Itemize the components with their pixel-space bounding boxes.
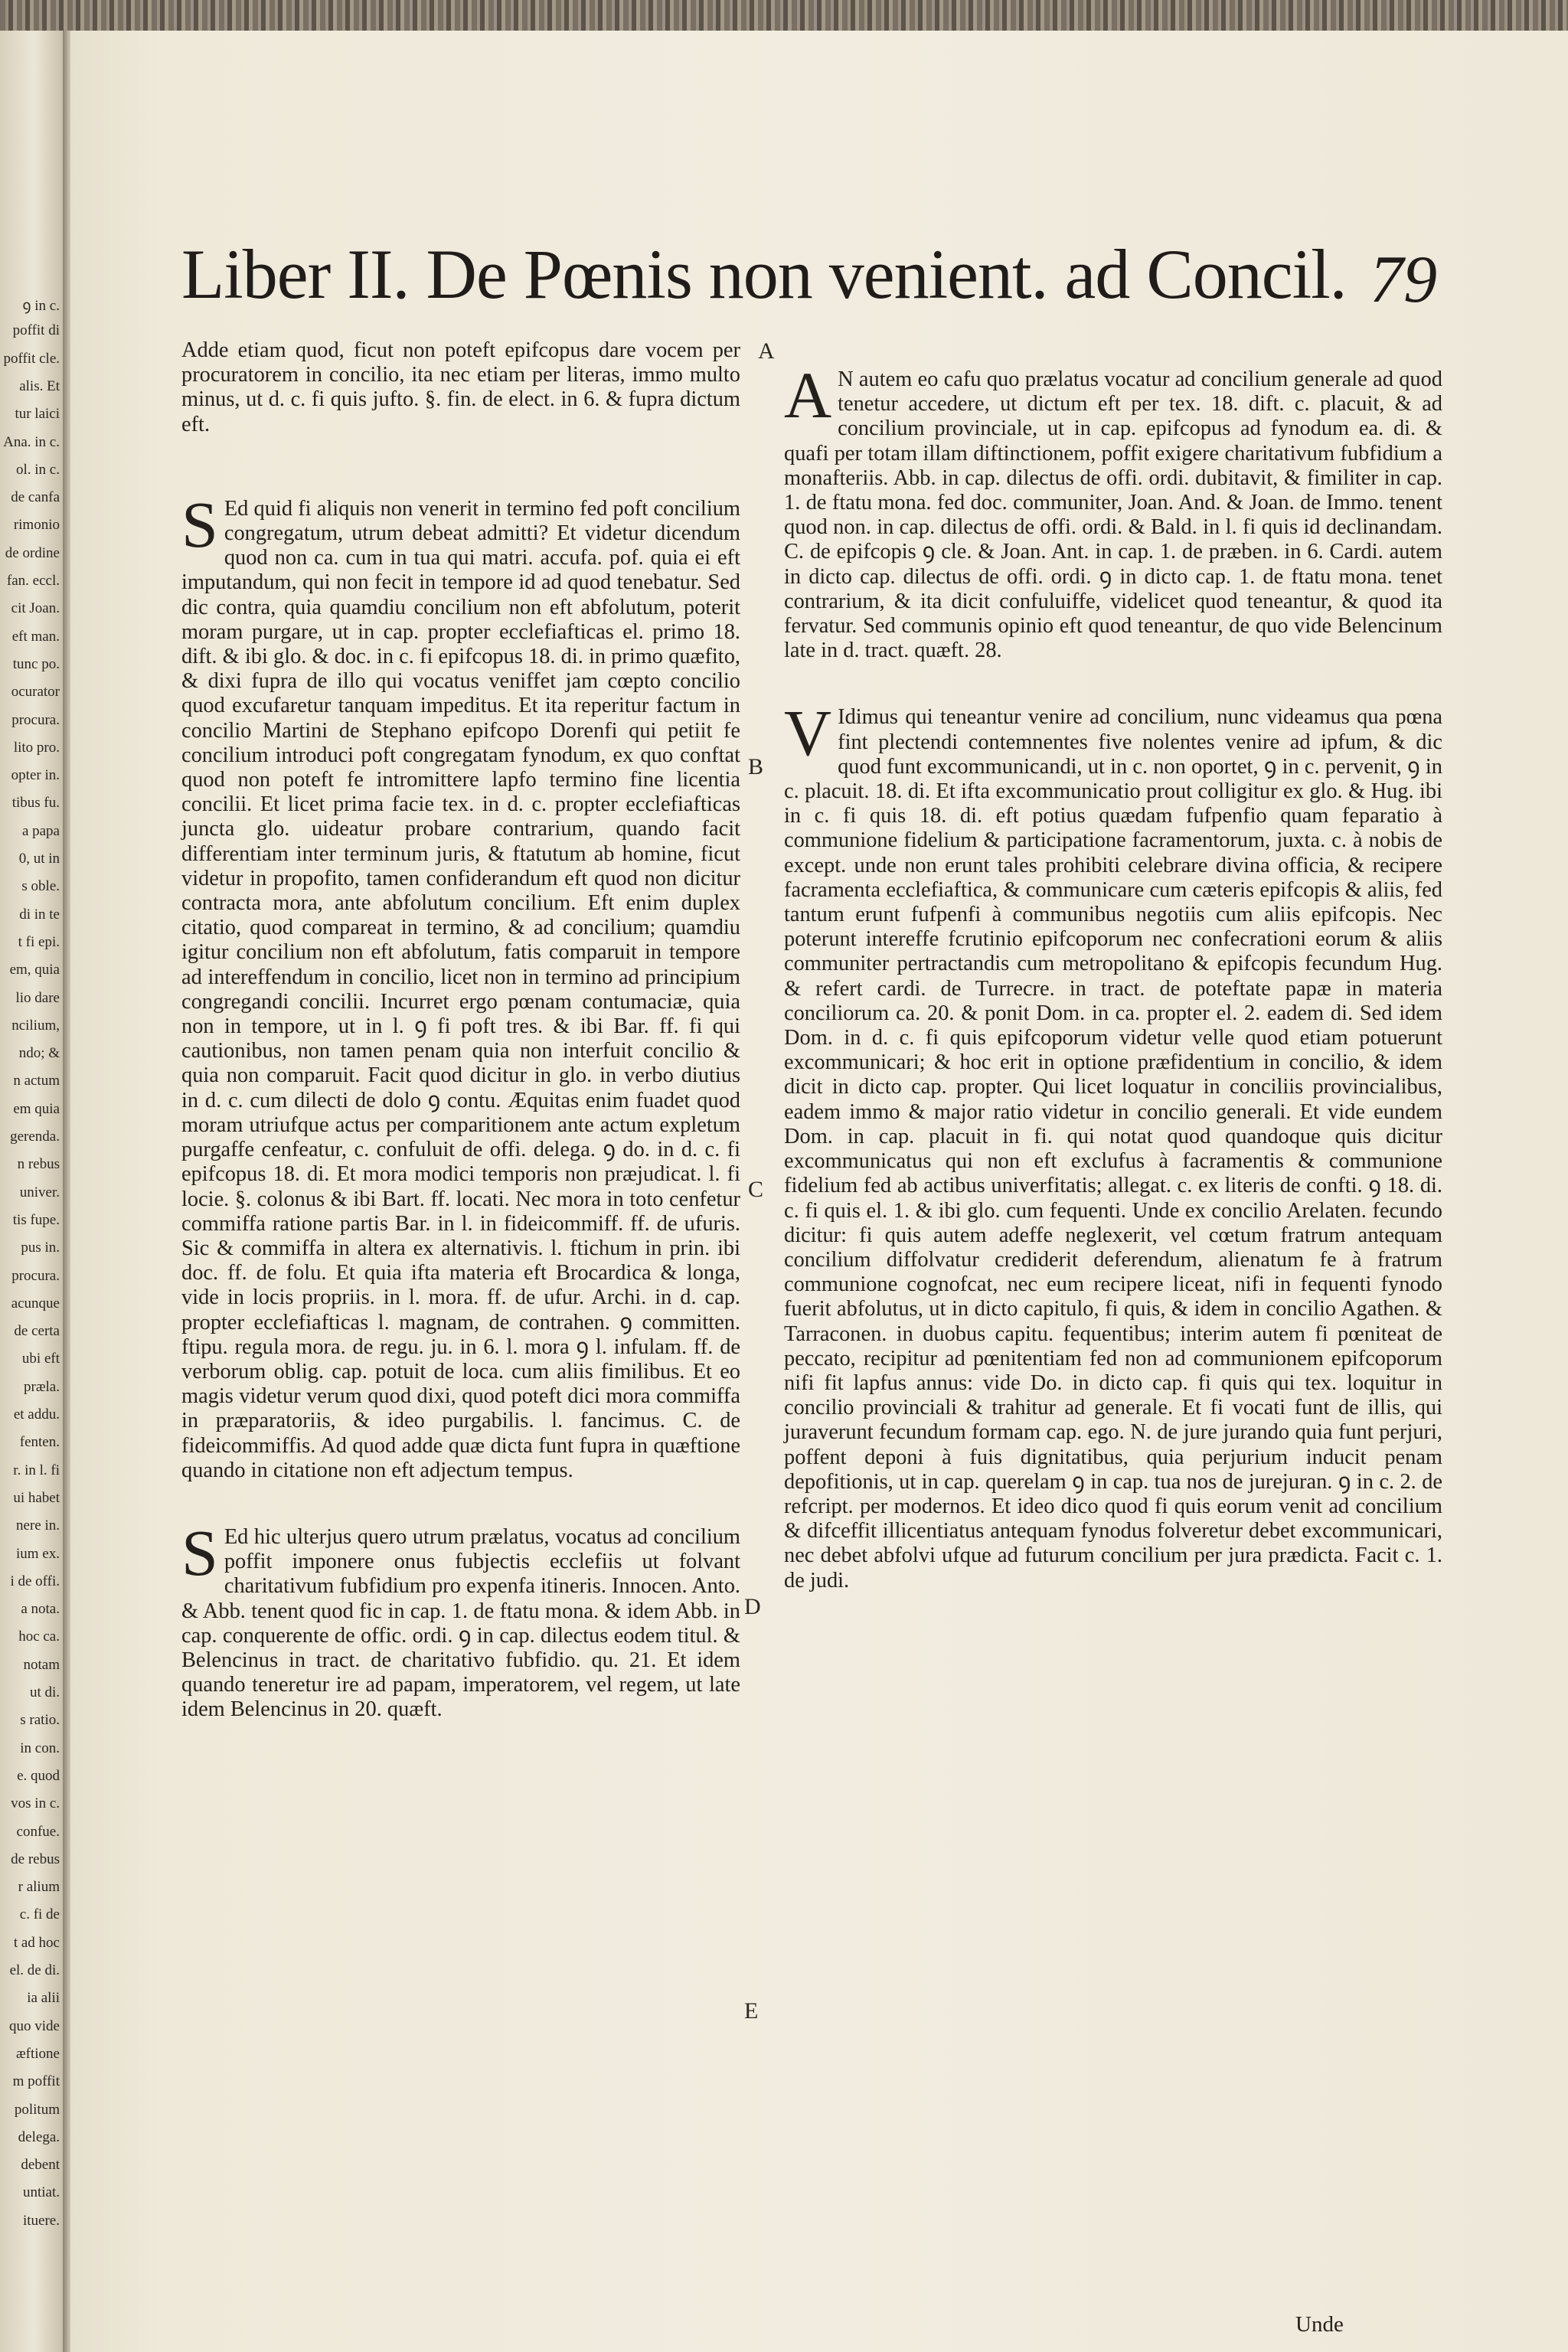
facing-page-fragment: in con. bbox=[20, 1740, 60, 1756]
facing-page-fragment: nere in. bbox=[16, 1517, 60, 1534]
paragraph bbox=[784, 696, 1442, 1592]
facing-page-fragment: di in te bbox=[19, 906, 60, 923]
facing-page-fragment: r. in l. fi bbox=[13, 1462, 60, 1478]
facing-page-fragment: ol. in c. bbox=[16, 461, 60, 478]
drop-initial: S bbox=[181, 487, 218, 561]
facing-page-fragment: ubi eft bbox=[21, 1351, 60, 1367]
facing-page-fragment: delega. bbox=[18, 2128, 60, 2145]
facing-page-fragment: fan. eccl. bbox=[6, 573, 60, 589]
facing-page-fragment: poffit cle. bbox=[3, 350, 60, 367]
facing-page-fragment: fenten. bbox=[19, 1434, 60, 1451]
facing-page-fragment: ituere. bbox=[22, 2212, 60, 2229]
facing-page-fragment: t ad hoc bbox=[13, 1934, 60, 1951]
background-rug bbox=[0, 0, 1568, 31]
facing-page-fragment: opter in. bbox=[11, 767, 60, 784]
facing-page-fragment: tis fupe. bbox=[12, 1211, 60, 1228]
facing-page-fragment: notam bbox=[23, 1656, 60, 1673]
catchword: Unde bbox=[1295, 2312, 1344, 2337]
facing-page-fragment: s oble. bbox=[21, 878, 60, 895]
facing-page-fragment: cit Joan. bbox=[11, 600, 60, 617]
margin-letter-d: D bbox=[744, 1594, 761, 1619]
facing-page-fragment: lio dare bbox=[15, 989, 60, 1006]
facing-page-fragment: pus in. bbox=[21, 1240, 60, 1256]
margin-letter-c: C bbox=[748, 1177, 764, 1202]
facing-page-fragment: procura. bbox=[11, 711, 60, 728]
facing-page-fragment: rimonio bbox=[13, 517, 60, 534]
facing-page-fragment: i de offi. bbox=[10, 1573, 60, 1589]
paragraph-text: Idimus qui teneantur venire ad concilium, nunc videamus qua pœna fint plectendi contemnentes five nolentes venire ad ipfum, & dic quod funt excommunicandi, ut in c. non oportet, ꝯ in c. pervenit, ꝯ in c. placuit. 18. di. Et ifta excommunicatio prout colligitur ex glo. & Hug. ibi in c. fi quis 18. di. eft potius quædam fufpenfio quam feparatio à communione fidelium & participatione facramentorum, juxta. c. à nobis de except. unde non erunt tales prohibiti celebrare divina officia, & recipere facramenta ecclefiaftica, & communicare cum cæteris epifcopis & aliis, fed tantum erunt fufpenfi à communibus negotiis cum aliis epifcopis. Nec poterunt intereffe fcrutinio epifcoporum nec confecrationi eorum & aliis communiter pertractandis cum metropolitano & epifcopis fecundum Hug. & refert cardi. de Turrecre. in tract. de poteftate papæ in materia conciliorum ca. 20. & ponit Dom. in ca. propter el. 2. eadem di. Sed idem Dom. in d. c. fi quis epifcoporum videtur velle quod etiam potuerunt excommunicari; & hoc erit in optione præfidentium in concilio, & idem dicit in dicto cap. propter. Qui licet loquatur in conciliis provincialibus, eadem immo & major ratio videtur in concilio generali. Et vide eundem Dom. in cap. placuit in fi. qui notat quod quandoque quis dicitur excommunicatus qui non eft exclufus à facramentis & communione fidelium fed ab actibus univerfitatis; allegat. c. ex literis de confti. ꝯ 18. di. c. fi quis el. 1. & ibi glo. cum fequenti. Unde ex concilio Arelaten. fecundo dicitur: fi quis autem adeffe neglexerit, vel cœtum fratrum antequam concilium diffolvatur crediderit deferendum, alienatum fe à fratrum communione cognofcat, nec eum recipere liceat, nifi in fequenti fynodo fuerit abfolutus, ut in dicto capitulo, fi quis, & idem in concilio Agathen. & Tarraconen. in duobus capitu. fequentibus; interim autem fi pœniteat de peccato, recipitur ad pœnitentiam fed non ad communionem epifcoporum nifi fit lapfus annus: vide Do. in dicto cap. fi quis qui tex. loquitur in concilio provinciali & trahitur ad generale. Et fi vocati funt de illis, qui juraverunt fecundum formam cap. ego. N. de jure jurando quia funt perjuri, poffent deponi à fuis dignitatibus, quia perjurium inducit penam depofitionis, ut in cap. querelam ꝯ in cap. tua nos de jurejuran. ꝯ in c. 2. de refcript. per modernos. Et ideo dico quod fi quis eorum venit ad concilium & difceffit illicentiatus antequam fynodus folveretur debet excommunicari, nec debet abfolvi ufque ad futurum concilium per jura prædicta. Facit c. 1. de judi. bbox=[784, 705, 1442, 1592]
facing-page-fragment: politum bbox=[14, 2101, 60, 2118]
facing-page-fragment: de canfa bbox=[11, 489, 60, 506]
facing-page-fragment: em, quia bbox=[9, 962, 60, 978]
facing-page-fragment: tibus fu. bbox=[11, 795, 60, 812]
paragraph bbox=[181, 487, 740, 1483]
facing-page-fragment: poffit di bbox=[12, 322, 60, 339]
facing-page-fragment: tunc po. bbox=[12, 655, 60, 672]
drop-initial: V bbox=[784, 696, 832, 770]
facing-page-fragment: quo vide bbox=[9, 2017, 60, 2034]
book-page bbox=[70, 31, 1568, 2352]
facing-page-fragment: confue. bbox=[16, 1823, 60, 1840]
right-column bbox=[784, 358, 1442, 1635]
facing-page-fragment: debent bbox=[21, 2157, 60, 2174]
facing-page-fragment: r alium bbox=[18, 1879, 60, 1896]
facing-page-fragment: e. quod bbox=[17, 1767, 60, 1784]
facing-page-fragment: univer. bbox=[19, 1184, 60, 1200]
facing-page-fragment: n rebus bbox=[17, 1156, 60, 1173]
paragraph-text: Adde etiam quod, ficut non poteft epifcopus dare vocem per procuratorem in concilio, ita nec etiam per literas, immo multo minus, ut d. c. fi quis jufto. §. fin. de elect. in 6. & fupra dictum eft. bbox=[181, 338, 740, 436]
drop-initial: S bbox=[181, 1515, 218, 1589]
book-gutter bbox=[63, 31, 70, 2352]
facing-page-edge bbox=[0, 31, 63, 2352]
paragraph-text: N autem eo cafu quo prælatus vocatur ad concilium generale ad quod tenetur accedere, ut dictum eft per tex. 18. dift. c. placuit, & ad concilium provinciale, ut in cap. epifcopus ad fynodum ea. di. & quafi per totam illam diftinctionem, poffit exigere charitativum fubfidium a monafteriis. Abb. in cap. dilectus de offi. ordi. dubitavit, & fimiliter in cap. 1. de ftatu mona. fed doc. communiter, Joan. And. & Joan. de Immo. tenent quod non. in cap. dilectus de offi. ordi. & Bald. in l. fi quis id declinandam. C. de epifcopis ꝯ cle. & Joan. Ant. in cap. 1. de præben. in 6. Cardi. autem in dicto cap. dilectus de offi. ordi. ꝯ in dicto cap. 1. de ftatu mona. tenet contrarium, & ita dicit confuluiffe, videlicet quod teneantur, & quod ita fervatur. Sed communis opinio eft quod teneantur, de quo vide Belencinum late in d. tract. quæft. 28. bbox=[784, 368, 1442, 663]
facing-page-fragment: a papa bbox=[21, 822, 60, 839]
facing-page-fragment: gerenda. bbox=[10, 1129, 60, 1145]
facing-page-fragment: n actum bbox=[13, 1073, 60, 1089]
facing-page-fragment: de ordine bbox=[5, 544, 60, 561]
facing-page-fragment: hoc ca. bbox=[18, 1628, 60, 1645]
facing-page-fragment: ncilium, bbox=[11, 1017, 60, 1034]
facing-page-fragment: alis. Et bbox=[19, 377, 60, 394]
page-number: 79 bbox=[1370, 243, 1437, 317]
facing-page-fragment: untiat. bbox=[22, 2184, 60, 2201]
running-header bbox=[181, 218, 1437, 333]
facing-page-fragment: æftione bbox=[16, 2045, 60, 2062]
facing-page-fragment: 0, ut in bbox=[18, 851, 60, 867]
facing-page-fragment: ꝯ in c. bbox=[22, 298, 60, 314]
facing-page-fragment: præla. bbox=[24, 1378, 60, 1395]
paragraph-text: Ed hic ulterjus quero utrum prælatus, vocatus ad concilium poffit imponere onus fubjectis ecclefiis ut folvant charitativum fubfidium pro expenfa itineris. Innocen. Anto. & Abb. tenent quod fic in cap. 1. de ftatu mona. & idem Abb. in cap. conquerente de offic. ordi. ꝯ in cap. dilectus eodem titul. & Belencinus in tract. de charitativo fubfidio. qu. 21. Et idem quando teneretur ire ad papam, imperatorem, vel regem, ut late idem Belencinus in 20. quæft. bbox=[181, 1524, 740, 1722]
facing-page-fragment: ut di. bbox=[29, 1684, 60, 1700]
paragraph bbox=[181, 338, 740, 437]
facing-page-fragment: Ana. in c. bbox=[3, 433, 60, 450]
facing-page-fragment: procura. bbox=[11, 1267, 60, 1284]
margin-letter-e: E bbox=[744, 1998, 759, 2024]
facing-page-fragment: tur laici bbox=[15, 406, 60, 423]
facing-page-fragment: acunque bbox=[11, 1295, 60, 1312]
facing-page-fragment: ocurator bbox=[11, 684, 60, 701]
facing-page-fragment: ui habet bbox=[13, 1489, 60, 1506]
margin-letter-b: B bbox=[748, 754, 764, 779]
paragraph bbox=[181, 1515, 740, 1723]
facing-page-fragment: de rebus bbox=[11, 1851, 60, 1867]
facing-page-fragment: ium ex. bbox=[16, 1545, 60, 1562]
paragraph-text: Ed quid fi aliquis non venerit in termino fed poft concilium congregatum, utrum debeat admitti? Et videtur dicendum quod non ca. cum in tua qui matri. accufa. pof. quia ei eft imputandum, qui non fecit in tempore id ad quod tenebatur. Sed dic contra, quia quamdiu concilium non eft abfolutum, poterit moram purgare, ut in cap. propter ecclefiafticas el. primo 18. dift. & ibi glo. & doc. in c. fi epifcopus 18. di. in primo quæfito, & dixi fupra de illo qui vocatus veniffet jam cœpto concilio quod excufaretur tanquam impeditus. Et ita reperitur factum in concilio Martini de Stephano epifcopo Dorenfi qui petiit fe concilium introduci poft congregatam fynodum, ex quo conftat quod non poteft fe intromittere lapfo termino fine licentia concilii. Et licet prima facie tex. in d. c. propter ecclefiafticas juncta glo. uideatur probare contrarium, quando facit differentiam inter terminum juris, & ftatutum ab homine, ficut videtur in propofito, tamen confiderandum eft quod non dicitur contracta mora, ante abfolutum concilium. Eft enim duplex citatio, quod compareat in termino, & ad concilium; quamdiu igitur concilium non eft abfolutum, fatis comparuit in tempore ad intereffendum in concilio, licet non in termino ad principium congregandi concilii. Incurret ergo pœnam contumaciæ, quia non in tempore, ut in l. ꝯ fi poft tres. & ibi Bar. ff. fi qui cautionibus, non tamen penam quia non interfuit concilio & quia non comparuit. Facit quod dicitur in glo. in verbo diutius in d. c. cum dilecti de dolo ꝯ contu. Æquitas enim fuadet quod moram utriufque actus per comparitionem ante actum expletum purgaffe cenfeatur, c. confuluit de offi. delega. ꝯ do. in d. c. fi epifcopus 18. di. Et mora modici temporis non præjudicat. l. fi locie. §. colonus & ibi Bart. ff. locati. Nec mora in toto cenfetur commiffa ratione partis Bar. in l. in fideicommiff. ff. de ufuris. Sic & commiffa in altera ex alternativis. l. ftichum in prin. ibi doc. ff. de folu. Et quia ifta materia eft Brocardica & longa, vide in locis propriis. in l. mora. ff. de ufur. Archi. in d. cap. propter ecclefiafticas l. magnam, de contrahen. ꝯ committen. ftipu. regula mora. de regu. ju. in 6. l. mora ꝯ l. infulam. ff. de verborum oblig. cap. potuit de loca. cum aliis fimilibus. Et eo magis videtur verum quod dixi, quod poteft dici mora commiffa in præparatoriis, & ideo purgabilis. l. fancimus. C. de fideicommiffis. Ad quod adde quæ dicta funt fupra in quæftione quando in citatione non eft adjectum tempus. bbox=[181, 496, 740, 1482]
facing-page-fragment: lito pro. bbox=[13, 739, 60, 756]
facing-page-fragment: de certa bbox=[14, 1323, 60, 1340]
drop-initial: A bbox=[784, 358, 832, 432]
paragraph bbox=[784, 358, 1442, 663]
facing-page-fragment: c. fi de bbox=[19, 1906, 60, 1923]
margin-letter-a: A bbox=[758, 338, 775, 364]
facing-page-fragment: em quia bbox=[13, 1100, 60, 1117]
facing-page-fragment: ia alii bbox=[27, 1990, 60, 2007]
facing-page-fragment: t fi epi. bbox=[18, 933, 60, 950]
facing-page-fragment: et addu. bbox=[13, 1406, 60, 1423]
facing-page-fragment: a nota. bbox=[21, 1601, 60, 1618]
facing-page-fragment: vos in c. bbox=[11, 1795, 60, 1812]
facing-page-fragment: ndo; & bbox=[18, 1045, 60, 1062]
page-title: Liber II. De Pœnis non venient. ad Concil. bbox=[181, 235, 1347, 313]
left-column bbox=[181, 338, 740, 1765]
facing-page-fragment: eft man. bbox=[11, 628, 60, 645]
facing-page-fragment: s ratio. bbox=[20, 1712, 60, 1729]
facing-page-fragment: el. de di. bbox=[9, 1962, 60, 1978]
facing-page-fragment: m poffit bbox=[12, 2073, 60, 2090]
